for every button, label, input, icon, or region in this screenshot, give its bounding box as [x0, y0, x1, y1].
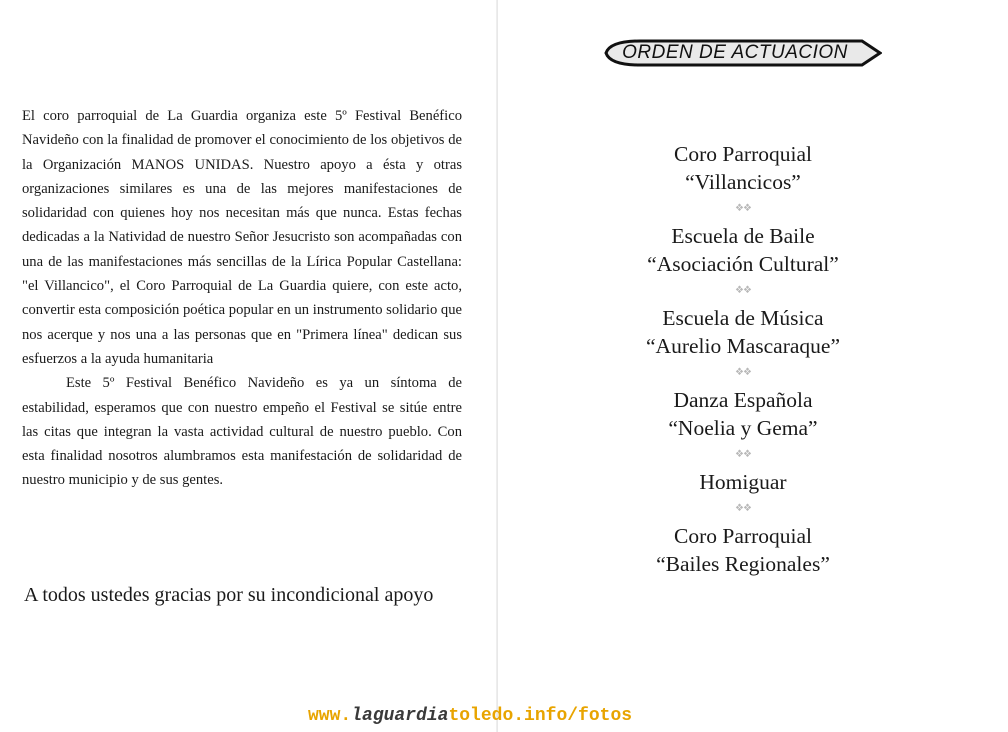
ornament-icon: ❖❖: [735, 285, 751, 296]
act-name: Coro Parroquial: [674, 142, 812, 166]
ornament-icon: ❖❖: [735, 503, 751, 514]
act-name: Danza Española: [673, 388, 813, 412]
act-title: “Aurelio Mascaraque”: [646, 334, 840, 358]
act-name: Escuela de Baile: [671, 224, 815, 248]
intro-paragraph-1: El coro parroquial de La Guardia organiza este 5º Festival Benéfico Navideño con la finalidad de promover el conocimiento de los objetivos de la Organización MANOS UNIDAS. Nuestro apoyo a ésta y otras organizaciones similares es una de las mejores manifestaciones de solidaridad con quienes hoy nos necesitan más que nunca. Estas fechas dedicadas a la Natividad de nuestro Señor Jesucristo son acompañadas con una de las manifestaciones más sencillas de la Lírica Popular Castellana: "el Villancico", el Coro Parroquial de La Guardia quiere, con este acto, convertir esta composición poética popular en un instrumento solidario que nos acerque y nos una a las personas que en "Primera línea" dedican sus esfuerzos a la ayuda humanitaria: [22, 108, 462, 367]
act-title: “Bailes Regionales”: [656, 552, 830, 576]
act-title: “Villancicos”: [685, 170, 801, 194]
act-title: “Asociación Cultural”: [647, 252, 839, 276]
thanks-line: A todos ustedes gracias por su incondicional apoyo: [24, 584, 434, 606]
ornament-icon: ❖❖: [735, 367, 751, 378]
act-name: Homiguar: [699, 470, 787, 494]
watermark-prefix: www.: [308, 706, 352, 726]
act-name: Coro Parroquial: [674, 524, 812, 548]
act-name: Escuela de Música: [662, 306, 824, 330]
act-item: [600, 468, 886, 496]
watermark-site: laguardia: [351, 706, 449, 726]
act-item: [600, 386, 886, 442]
act-item: [600, 140, 886, 196]
intro-paragraph-2: Este 5º Festival Benéfico Navideño es ya un síntoma de estabilidad, esperamos que con nuestro empeño el Festival se sitúe entre las citas que integran la vasta actividad cultural de nuestro pueblo. Con esta finalidad nosotros alumbramos esta manifestación de solidaridad de nuestro municipio y de sus gentes.: [22, 375, 462, 489]
fold-line: [496, 0, 498, 732]
program-list: [600, 140, 886, 578]
intro-column: [22, 104, 462, 493]
banner-title: ORDEN DE ACTUACION: [622, 42, 848, 63]
watermark-domain: toledo.info/fotos: [448, 706, 633, 726]
act-title: “Noelia y Gema”: [668, 416, 818, 440]
act-item: [600, 304, 886, 360]
ornament-icon: ❖❖: [735, 449, 751, 460]
watermark-url: [308, 706, 632, 726]
program-banner: [600, 38, 882, 68]
act-item: [600, 522, 886, 578]
ornament-icon: ❖❖: [735, 203, 751, 214]
act-item: [600, 222, 886, 278]
